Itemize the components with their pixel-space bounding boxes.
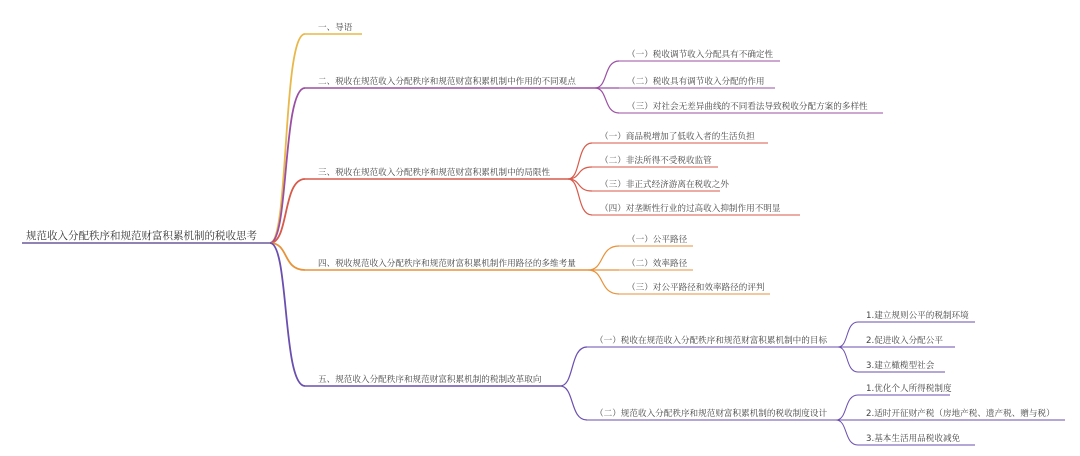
branch-3-sub-3-label: （三）非正式经济游离在税收之外 [600,180,729,190]
branch-4-label: 四、税收规范收入分配秩序和规范财富积累机制作用路径的多维考量 [318,259,576,269]
branch-5-sub-1-label: （一）税收在规范收入分配秩序和规范财富积累机制中的目标 [595,336,828,346]
branch-1-connector [270,34,305,243]
branch-3-sub-1-label: （一）商品税增加了低收入者的生活负担 [600,132,755,142]
branch-3-sub-4-connector [568,179,592,215]
branch-3-sub-4-label: （四）对垄断性行业的过高收入抑制作用不明显 [600,204,781,214]
branch-4-sub-2-label: （二）效率路径 [627,259,688,269]
branch-5-sub-1-item-1-connector [838,322,858,347]
branch-2-sub-2-label: （二）税收具有调节收入分配的作用 [627,77,765,87]
branch-5-label: 五、规范收入分配秩序和规范财富积累机制的税制改革取向 [318,375,542,385]
branch-4-sub-1-connector [588,246,619,270]
branch-1-label: 一、导语 [318,23,353,33]
branch-5-sub-1-item-3-connector [838,347,858,372]
branch-5-sub-2-label: （二）规范收入分配秩序和规范财富积累机制的税收制度设计 [595,409,828,419]
branch-5-connector [270,243,305,386]
branch-5-sub-1-item-1-label: 1.建立规则公平的税制环境 [866,311,969,321]
branch-3-label: 三、税收在规范收入分配秩序和规范财富积累机制中的局限性 [318,168,551,178]
branch-3-sub-2-label: （二）非法所得不受税收监管 [600,156,712,166]
branch-3-sub-1-connector [568,143,592,179]
root-topic: 规范收入分配秩序和规范财富积累机制的税收思考 [26,230,257,242]
branch-5-sub-2-item-1-connector [836,395,858,420]
branch-5-sub-1-item-3-label: 3.建立橄榄型社会 [866,361,935,371]
branch-4-sub-1-label: （一）公平路径 [627,235,688,245]
branch-5-sub-2-item-2-label: 2.适时开征财产税（房地产税、遗产税、赠与税） [866,409,1055,419]
branch-3-connector [270,179,305,243]
branch-5-sub-1-item-2-label: 2.促进收入分配公平 [866,336,943,346]
branch-2-sub-3-label: （三）对社会无差异曲线的不同看法导致税收分配方案的多样性 [627,102,868,112]
branch-2-label: 二、税收在规范收入分配秩序和规范财富积累机制中作用的不同观点 [318,77,576,87]
branch-2-sub-1-connector [595,61,619,88]
branch-5-sub-1-connector [560,347,587,386]
branch-4-sub-3-connector [588,270,619,294]
branch-5-sub-2-item-1-label: 1.优化个人所得税制度 [866,384,952,394]
branch-5-sub-2-connector [560,386,587,420]
branch-5-sub-2-item-3-label: 3.基本生活用品税收减免 [866,434,961,444]
branch-2-sub-3-connector [595,88,619,113]
branch-2-sub-1-label: （一）税收调节收入分配具有不确定性 [627,50,774,60]
branch-4-sub-3-label: （三）对公平路径和效率路径的评判 [627,283,765,293]
branch-5-sub-2-item-3-connector [836,420,858,445]
mindmap-labels [26,22,1055,444]
